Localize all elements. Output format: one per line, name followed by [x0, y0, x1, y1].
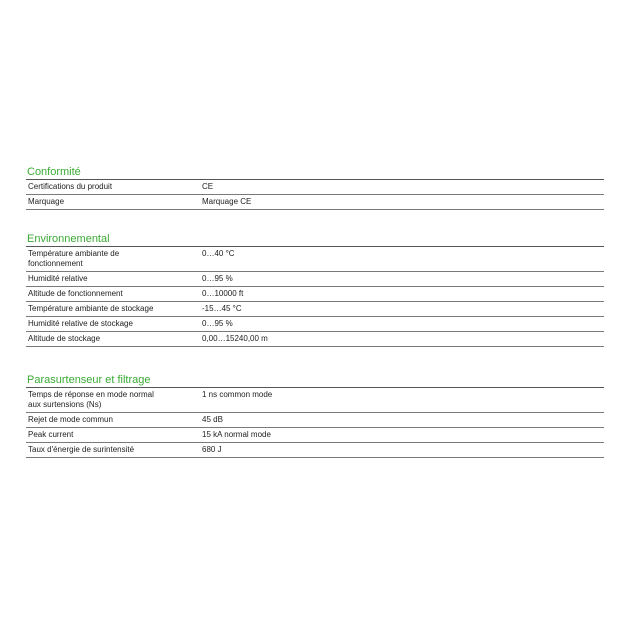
row-label: Marquage	[28, 197, 65, 206]
row-value: 0…95 %	[202, 319, 233, 328]
row-value: -15…45 °C	[202, 304, 242, 313]
row-value: 0…95 %	[202, 274, 233, 283]
row-label: Température ambiante de fonctionnement	[28, 249, 120, 268]
row-value: 0…10000 ft	[202, 289, 244, 298]
row-label: Humidité relative de stockage	[28, 319, 133, 328]
row-value: 15 kA normal mode	[202, 430, 271, 439]
row-label: Rejet de mode commun	[28, 415, 113, 424]
table-row	[26, 195, 604, 210]
row-label: Temps de réponse en mode normal aux surtensions (Ns)	[28, 390, 154, 409]
row-value: 680 J	[202, 445, 222, 454]
row-value: 1 ns common mode	[202, 390, 273, 399]
table-row	[26, 302, 604, 317]
section-environnemental	[26, 233, 604, 347]
table-row	[26, 413, 604, 428]
table-row	[26, 443, 604, 458]
row-value: 0…40 °C	[202, 249, 235, 258]
table-row	[26, 247, 604, 272]
section-title: Conformité	[27, 166, 81, 178]
row-value: 45 dB	[202, 415, 223, 424]
spec-table	[26, 180, 604, 210]
table-row	[26, 287, 604, 302]
row-value: Marquage CE	[202, 197, 252, 206]
section-title: Parasurtenseur et filtrage	[27, 374, 151, 386]
row-value: CE	[202, 182, 214, 191]
table-row	[26, 332, 604, 347]
section-parasurtenseur	[26, 374, 604, 458]
section-conformite	[26, 166, 604, 210]
table-row	[26, 388, 604, 413]
row-label: Altitude de stockage	[28, 334, 101, 343]
row-label: Peak current	[28, 430, 74, 439]
table-row	[26, 428, 604, 443]
section-title: Environnemental	[27, 233, 110, 245]
row-label: Humidité relative	[28, 274, 88, 283]
table-row	[26, 317, 604, 332]
row-label: Certifications du produit	[28, 182, 113, 191]
spec-table	[26, 247, 604, 347]
row-label: Altitude de fonctionnement	[28, 289, 123, 298]
row-value: 0,00…15240,00 m	[202, 334, 268, 343]
row-label: Température ambiante de stockage	[28, 304, 154, 313]
row-label: Taux d'énergie de surintensité	[28, 445, 135, 454]
table-row	[26, 272, 604, 287]
spec-table	[26, 388, 604, 458]
table-row	[26, 180, 604, 195]
